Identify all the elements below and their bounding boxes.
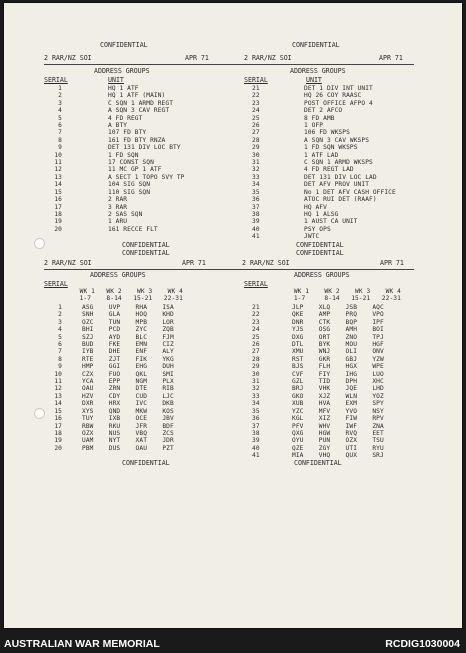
top-header-right-month: APR 71 — [379, 54, 403, 62]
top-bottom-confidential-left: CONFIDENTIAL — [122, 241, 170, 249]
archive-footer — [0, 630, 466, 653]
top-serials-right: 21 22 23 24 25 26 27 28 29 30 31 32 33 34 35 36 37 38 39 40 41 — [252, 85, 260, 241]
punch-hole — [34, 408, 45, 419]
top-units-right: DET 1 DIV INT UNIT HQ 26 COY RAASC POST OFFICE AFPO 4 DET 2 AFCO 8 FD AMB 1 OFP 106 FD WKSPS A SQN 3 CAV WKSPS 1 FD SQN WKSPS 1 ATF LAD C SQN 1 ARMD WKSPS 4 FD REGT LAD DET 131 DIV LOC LAD DET AFV PROV UNIT No 1 DET AFV CASH OFFICE ATOC RUI DET (RAAF) HQ AFV HQ 1 ALSG 1 AUST CA UNIT PSY OPS JWTC — [304, 85, 396, 241]
bottom-header-right: 2 RAR/NZ SOI — [242, 259, 290, 267]
bottom-week-head-right: WK 1 WK 2 WK 3 WK 4 1-7 8-14 15-21 22-31 — [293, 288, 401, 303]
top-col-serial-left: SERIAL — [44, 76, 68, 84]
top-group-title-left: ADDRESS GROUPS — [94, 67, 150, 75]
bottom-header-left-month: APR 71 — [182, 259, 206, 267]
top-rule — [44, 64, 414, 65]
bottom-col-serial-left: SERIAL — [44, 280, 68, 288]
top-bottom-confidential-right: CONFIDENTIAL — [296, 241, 344, 249]
bottom-rule — [44, 269, 414, 270]
top-header-left-month: APR 71 — [185, 54, 209, 62]
bottom-header-right-month: APR 71 — [380, 259, 404, 267]
top-header-left: 2 RAR/NZ SOI — [44, 54, 92, 62]
bottom-week-head-left: WK 1 WK 2 WK 3 WK 4 1-7 8-14 15-21 22-31 — [79, 288, 183, 303]
bottom-codes-left: ASG UVP RHA ISA SNH GLA HOQ KHD OZC TUN MPB LOR BHI PCD ZYC ZQB SZJ AYD BLC FJM BUD FKE EMN CIZ IYB DHE ENF ALY RTE ZJT FIK YKG HMP GGI EHG DUH CZX FUO QKL SMI YCA EPP NGM PLX OAU ZRN DTE RIB HZV CDY CUD LJC DXR HRX IVC DKB XYS QND MKW KOS TUY IXB OCE JBV RBW RKU JFR BDF OZX NUS VBQ ZCS UAM NYT XAT JDR PBM DUS OAU PZT — [82, 304, 174, 452]
bottom-header-left: 2 RAR/NZ SOI — [44, 259, 92, 267]
bottom-col-serial-right: SERIAL — [244, 280, 268, 288]
bottom-bottom-confidential-right: CONFIDENTIAL — [294, 459, 342, 467]
footer-record-id: RCDIG1030004 — [385, 638, 460, 650]
top-col-unit-right: UNIT — [306, 76, 322, 84]
bottom-codes-right: JLP XLQ JSB AQC QKE AMP PRQ VPO DNR CTK BQP IPF YJS OSG AMH BOI DXG ORT ZNO TPJ DTL BYK MOU HGF XMU WNJ OLI ONV RST GKR GBJ YZW BJS FLH HGX WPE CVF FIY IHG LUO GZL TID DPH XHC BRJ VHK JQE LHD GKO XJZ WLN YOZ XUB HVA EXM SPY YZC MFV YVO NSY KGL XIZ FIW RPV PFV WHV IWF ZNA QXG HGW RVQ EET OYU PUN OZX TSU QZE ZGY UTI RYU MIA VHQ QUX SRJ — [292, 304, 384, 460]
bottom-group-title-left: ADDRESS GROUPS — [90, 271, 146, 279]
top-confidential-right: CONFIDENTIAL — [292, 41, 340, 49]
punch-hole — [34, 238, 45, 249]
bottom-confidential-right: CONFIDENTIAL — [296, 249, 344, 257]
footer-institution: AUSTRALIAN WAR MEMORIAL — [4, 638, 160, 650]
bottom-serials-left: 1 2 3 4 5 6 7 8 9 10 11 12 13 14 15 16 17 18 19 20 — [54, 304, 62, 452]
top-group-title-right: ADDRESS GROUPS — [290, 67, 346, 75]
top-header-right: 2 RAR/NZ SOI — [244, 54, 292, 62]
top-units-left: HQ 1 ATF HQ 1 ATF (MAIN) C SQN 1 ARMD REGT A SQN 3 CAV REGT 4 FD REGT A BTY 107 FD BTY 161 FD BTY RNZA DET 131 DIV LOC BTY 1 FD SQN 17 CONST SQN 11 MC GP 1 ATF A SECT 1 TOPO SVY TP 104 SIG SQN 110 SIG SQN 2 RAR 3 RAR 2 SAS SQN 1 ARU 161 RECCE FLT — [108, 85, 185, 233]
bottom-serials-right: 21 22 23 24 25 26 27 28 29 30 31 32 33 34 35 36 37 38 39 40 41 — [252, 304, 260, 460]
bottom-group-title-right: ADDRESS GROUPS — [294, 271, 350, 279]
bottom-bottom-confidential-left: CONFIDENTIAL — [122, 459, 170, 467]
top-col-unit-left: UNIT — [108, 76, 124, 84]
top-confidential-left: CONFIDENTIAL — [100, 41, 148, 49]
document-page — [4, 3, 462, 628]
bottom-confidential-left: CONFIDENTIAL — [122, 249, 170, 257]
top-serials-left: 1 2 3 4 5 6 7 8 9 10 11 12 13 14 15 16 17 18 19 20 — [54, 85, 62, 233]
top-col-serial-right: SERIAL — [244, 76, 268, 84]
